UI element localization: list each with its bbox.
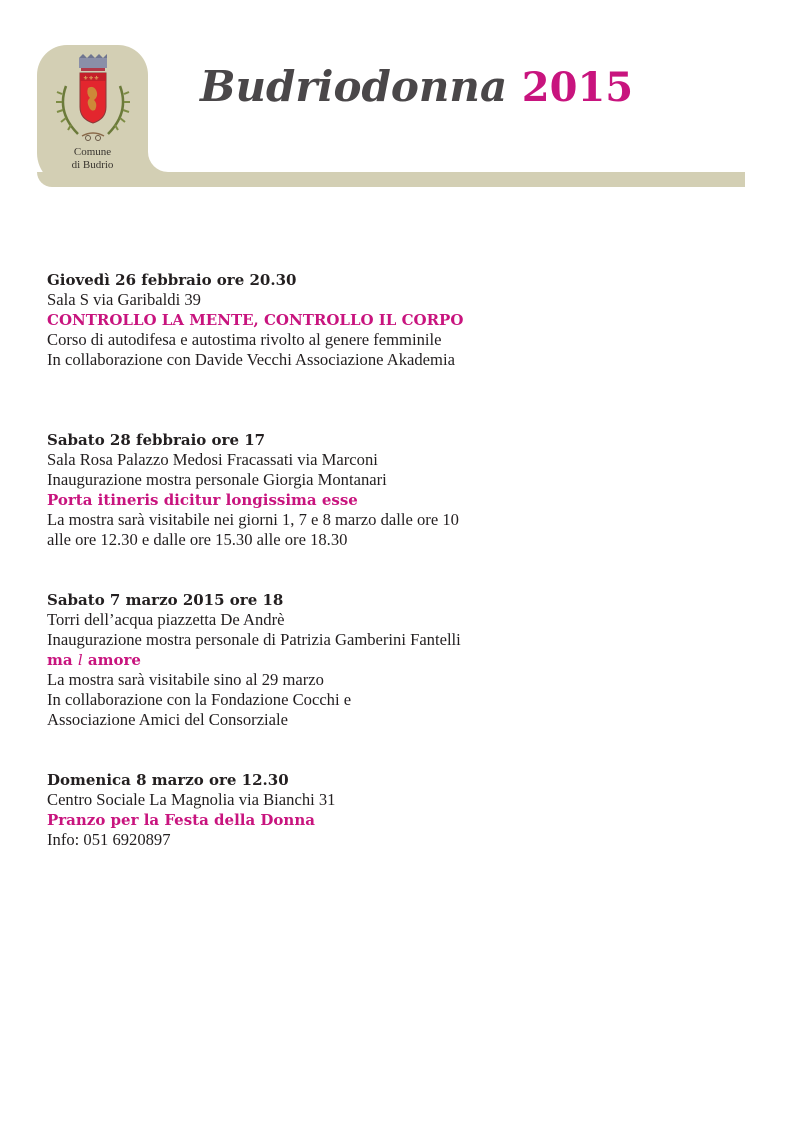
header-inner-curve [148,130,188,172]
title-main: Budriodonna [200,62,508,111]
municipality-label [37,146,148,172]
municipality-label-line2: di Budrio [71,159,114,171]
event-title-part: amore [82,651,141,669]
event-collaboration: In collaborazione con Davide Vecchi Associazione Akademia [47,350,455,369]
event-info-phone: Info: 051 6920897 [47,830,171,849]
event-item [47,590,461,730]
event-title: CONTROLLO LA MENTE, CONTROLLO IL CORPO [47,311,464,329]
header-band [37,172,745,187]
event-item [47,430,459,550]
event-title: Porta itineris dicitur longissima esse [47,491,358,509]
header [0,0,793,200]
event-date: Sabato 7 marzo 2015 ore 18 [47,591,284,609]
event-schedule: La mostra sarà visitabile nei giorni 1, 7 e 8 marzo dalle ore 10 [47,510,459,529]
event-collaboration: Associazione Amici del Consorziale [47,710,289,729]
event-location: Sala Rosa Palazzo Medosi Fracassati via Marconi [47,450,378,469]
page-title [200,62,633,111]
event-location: Torri dell’acqua piazzetta De Andrè [47,610,285,629]
event-description: Inaugurazione mostra personale Giorgia Montanari [47,470,387,489]
event-collaboration: In collaborazione con la Fondazione Cocchi e [47,690,352,709]
event-title-italic: l [77,651,83,669]
event-item [47,270,463,370]
event-date: Sabato 28 febbraio ore 17 [47,431,266,449]
coat-of-arms-icon [52,52,134,144]
event-title [47,650,461,670]
municipality-label-line1: Comune [73,146,112,158]
event-title: Pranzo per la Festa della Donna [47,811,315,829]
event-date: Domenica 8 marzo ore 12.30 [47,771,289,789]
svg-text:⚜⚜⚜: ⚜⚜⚜ [83,75,100,82]
event-schedule: La mostra sarà visitabile sino al 29 marzo [47,670,324,689]
title-year: 2015 [521,64,634,111]
event-title-part: ma [47,651,78,669]
event-item [47,770,335,850]
event-date: Giovedì 26 febbraio ore 20.30 [47,271,297,289]
event-description: Inaugurazione mostra personale di Patrizia Gamberini Fantelli [47,630,461,649]
event-location: Centro Sociale La Magnolia via Bianchi 31 [47,790,336,809]
event-location: Sala S via Garibaldi 39 [47,290,201,309]
event-description: Corso di autodifesa e autostima rivolto al genere femminile [47,330,442,349]
event-schedule: alle ore 12.30 e dalle ore 15.30 alle ore 18.30 [47,530,348,549]
